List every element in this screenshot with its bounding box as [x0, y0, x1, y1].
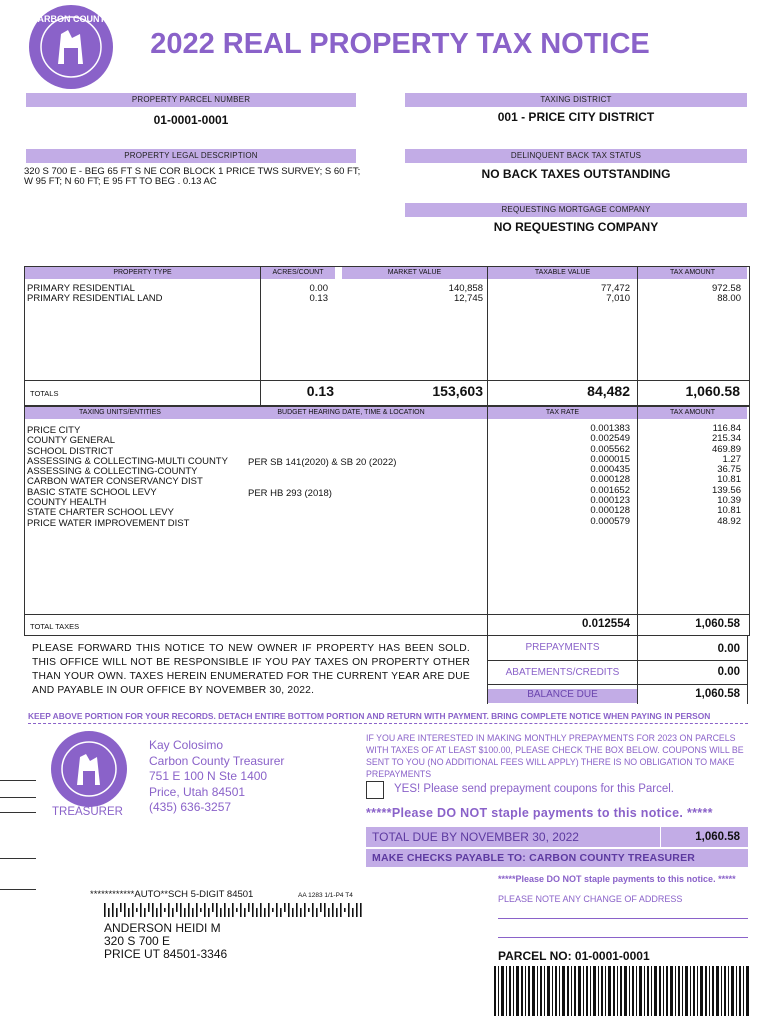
owner-street: 320 S 700 E	[104, 934, 171, 948]
staple-notice: *****Please DO NOT staple payments to this notice. *****	[366, 806, 713, 820]
total-taxes-label: TOTAL TAXES	[30, 622, 80, 631]
legal-description-value: 320 S 700 E - BEG 65 FT S NE COR BLOCK 1 PRICE TWS SURVEY; S 60 FT; W 95 FT; N 60 FT; E 95 FT TO BEG . 0.13 AC	[24, 166, 361, 187]
prepay-info: IF YOU ARE INTERESTED IN MAKING MONTHLY PREPAYMENTS FOR 2023 ON PARCELS WITH TAXES OF AT LEAST $100.00, PLEASE CHECK THE BOX BELOW. COUPONS WILL BE SENT TO YOU (NO ADDITIONAL FEES WILL APPLY) THERE IS NO OBLIGATION TO MAKE PREPAYMENTS	[366, 733, 744, 779]
prepayments-label: PREPAYMENTS	[525, 642, 600, 653]
entity-amount-list: 116.84 215.34 469.89 1.27 36.75 10.81 139.56 10.39 10.81 48.92	[711, 423, 741, 527]
address-line-1	[498, 918, 748, 919]
mailing-address	[104, 922, 227, 961]
treasurer-phone: (435) 636-3257	[149, 800, 232, 814]
parcel-number-label: PROPERTY PARCEL NUMBER	[26, 93, 356, 107]
detach-instruction: KEEP ABOVE PORTION FOR YOUR RECORDS. DETACH ENTIRE BOTTOM PORTION AND RETURN WITH PAYMENT. BRING COMPLETE NOTICE WHEN PAYING IN PERSON	[28, 711, 711, 721]
total-tax: 1,060.58	[685, 383, 740, 399]
list-item: COUNTY GENERAL	[27, 435, 115, 447]
table-row: PRIMARY RESIDENTIAL LAND	[27, 293, 163, 305]
owner-city: PRICE UT 84501-3346	[104, 947, 228, 961]
hearing-note-1: PER SB 141(2020) & SB 20 (2022)	[248, 457, 397, 468]
delinquent-status-value: NO BACK TAXES OUTSTANDING	[481, 167, 671, 181]
prepay-checkbox-label: YES! Please send prepayment coupons for this Parcel.	[394, 783, 674, 795]
address-change-note: PLEASE NOTE ANY CHANGE OF ADDRESS	[498, 894, 683, 904]
col-taxing-units: TAXING UNITS/ENTITIES	[25, 407, 215, 419]
col-acres: ACRES/COUNT	[261, 267, 335, 279]
balance-due-label: BALANCE DUE	[488, 689, 637, 703]
prepayments-value: 0.00	[717, 643, 740, 655]
list-item: SCHOOL DISTRICT	[27, 445, 114, 457]
address-line-2	[498, 937, 748, 938]
total-acres: 0.13	[306, 383, 334, 399]
owner-notice: PLEASE FORWARD THIS NOTICE TO NEW OWNER IF PROPERTY HAS BEEN SOLD. THIS OFFICE WILL NOT BE RESPONSIBLE IF YOU PAY TAXES ON PROPERTY OTHER THAN YOUR OWN. TAXES HEREIN ENUMERATED FOR THE CURRENT YEAR ARE DUE AND PAYABLE IN OUR OFFICE BY NOVEMBER 30, 2022.	[32, 643, 470, 696]
list-item: ASSESSING & COLLECTING-COUNTY	[27, 466, 198, 478]
parcel-number-value: 01-0001-0001	[153, 113, 229, 127]
total-due-label: TOTAL DUE BY NOVEMBER 30, 2022	[372, 830, 579, 844]
mortgage-company-label: REQUESTING MORTGAGE COMPANY	[405, 203, 747, 217]
mortgage-company-value: NO REQUESTING COMPANY	[493, 220, 659, 234]
county-seal-small	[50, 730, 128, 808]
total-tax-rate: 0.012554	[582, 618, 630, 630]
table-row: PRIMARY RESIDENTIAL	[27, 283, 135, 294]
col-taxable-value: TAXABLE VALUE	[488, 267, 637, 279]
abatements-label: ABATEMENTS/CREDITS	[505, 667, 620, 678]
entity-list	[27, 426, 228, 529]
legal-description-label: PROPERTY LEGAL DESCRIPTION	[26, 149, 356, 163]
parcel-footer: PARCEL NO: 01-0001-0001	[498, 949, 650, 963]
treasurer-city: Price, Utah 84501	[149, 784, 246, 799]
owner-name: ANDERSON HEIDI M	[104, 921, 221, 935]
prepay-checkbox[interactable]	[366, 781, 384, 799]
hearing-note-2: PER HB 293 (2018)	[248, 488, 332, 499]
page-title: 2022 REAL PROPERTY TAX NOTICE	[150, 28, 650, 60]
market-list: 140,858 12,745	[448, 283, 483, 305]
col-tax-amount: TAX AMOUNT	[638, 267, 747, 279]
col-entity-tax-amount: TAX AMOUNT	[638, 407, 747, 419]
detach-dashed-line	[28, 723, 748, 724]
margin-rule-3	[0, 812, 36, 813]
taxable-list: 77,472 7,010	[600, 283, 630, 305]
margin-rule-5	[0, 889, 36, 890]
taxing-district-value: 001 - PRICE CITY DISTRICT	[497, 110, 655, 124]
staple-notice-small: *****Please DO NOT staple payments to this notice. *****	[498, 874, 736, 884]
total-due-value: 1,060.58	[695, 831, 740, 843]
balance-due-value: 1,060.58	[695, 688, 740, 700]
rate-list: 0.001383 0.002549 0.005562 0.000015 0.000435 0.000128 0.001652 0.000123 0.000128 0.000579	[590, 423, 630, 527]
list-item: CARBON WATER CONSERVANCY DIST	[27, 476, 203, 488]
list-item: BASIC STATE SCHOOL LEVY	[27, 486, 157, 498]
col-property-type: PROPERTY TYPE	[25, 267, 260, 279]
margin-rule-2	[0, 797, 36, 798]
treasurer-name: Kay Colosimo	[149, 738, 224, 752]
abatements-value: 0.00	[717, 666, 740, 678]
treasurer-address	[149, 738, 284, 816]
acres-list: 0.00 0.13	[309, 283, 328, 305]
total-taxable: 84,482	[587, 383, 630, 399]
margin-rule-4	[0, 858, 36, 859]
taxing-district-label: TAXING DISTRICT	[405, 93, 747, 107]
checks-payable-text: MAKE CHECKS PAYABLE TO: CARBON COUNTY TREASURER	[372, 852, 696, 864]
sort-code: AA 1283 1/1-P4 T4	[298, 892, 353, 899]
col-market-value: MARKET VALUE	[342, 267, 487, 279]
treasurer-title: Carbon County Treasurer	[149, 753, 285, 768]
margin-rule-1	[0, 780, 36, 781]
list-item: STATE CHARTER SCHOOL LEVY	[27, 507, 174, 519]
svg-text:CARBON COUNTY: CARBON COUNTY	[31, 14, 111, 24]
col-budget-hearing: BUDGET HEARING DATE, TIME & LOCATION	[215, 407, 487, 419]
list-item: PRICE CITY	[27, 425, 81, 436]
total-tax-amount: 1,060.58	[695, 618, 740, 630]
county-seal-logo	[28, 4, 114, 90]
totals-label: TOTALS	[30, 389, 59, 398]
list-item: PRICE WATER IMPROVEMENT DIST	[27, 517, 190, 529]
list-item: ASSESSING & COLLECTING-MULTI COUNTY	[27, 455, 228, 467]
list-item: COUNTY HEALTH	[27, 497, 107, 509]
col-tax-rate: TAX RATE	[488, 407, 637, 419]
treasurer-label: TREASURER	[52, 806, 123, 818]
delinquent-status-label: DELINQUENT BACK TAX STATUS	[405, 149, 747, 163]
payment-barcode	[494, 966, 750, 1016]
sort-line: ************AUTO**SCH 5-DIGIT 84501	[90, 889, 254, 900]
property-type-list	[27, 284, 163, 305]
tax-list: 972.58 88.00	[711, 283, 741, 305]
treasurer-street: 751 E 100 N Ste 1400	[149, 769, 268, 783]
total-market: 153,603	[432, 383, 483, 399]
postal-barcode	[104, 903, 364, 917]
